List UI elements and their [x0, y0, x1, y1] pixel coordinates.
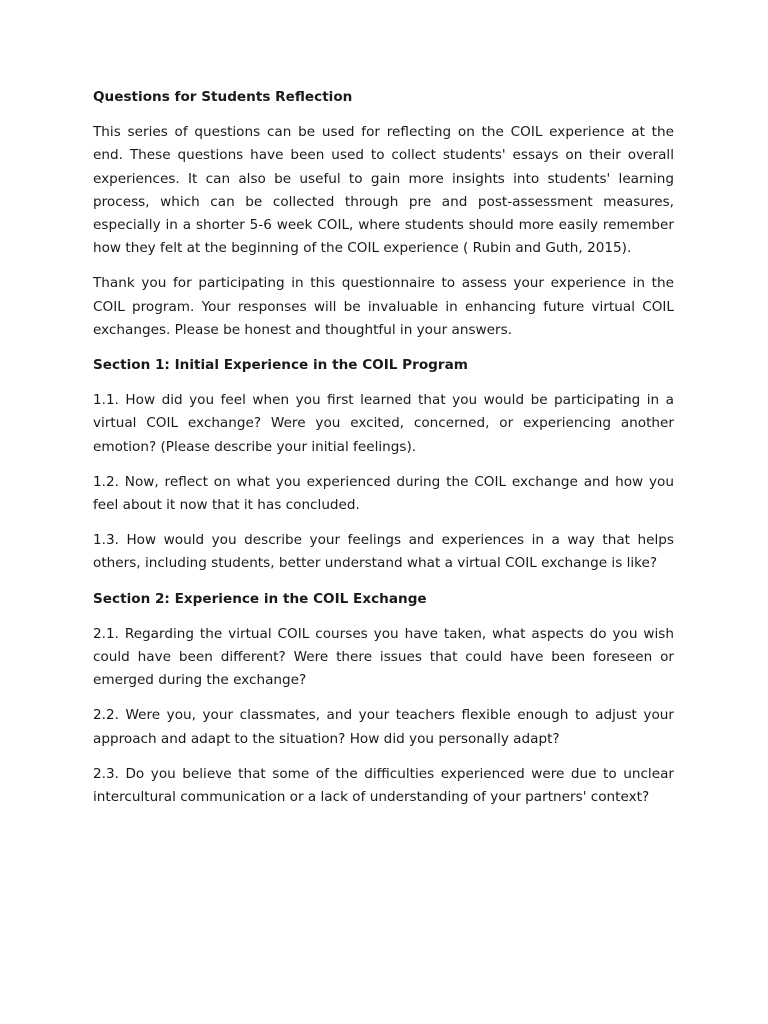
thank-you-paragraph: Thank you for participating in this questionnaire to assess your experience in the COIL program. Your responses will be invaluable in enhancing future virtual COIL exchanges. Please be honest and thoughtful in your answers.	[93, 275, 674, 338]
question-2-3: 2.3. Do you believe that some of the difficulties experienced were due to unclear intercultural communication or a lack of understanding of your partners' context?	[93, 765, 674, 806]
question-1-2: 1.2. Now, reflect on what you experienced during the COIL exchange and how you feel about it now that it has concluded.	[93, 473, 674, 514]
question-2-2: 2.2. Were you, your classmates, and your teachers flexible enough to adjust your approach and adapt to the situation? How did you personally adapt?	[93, 707, 674, 747]
document-title: Questions for Students Reflection	[93, 89, 353, 105]
document-content	[93, 86, 674, 821]
question-2-1: 2.1. Regarding the virtual COIL courses you have taken, what aspects do you wish could have been different? Were there issues that could have been foreseen or emerged during the exchange?	[93, 625, 674, 689]
question-1-1: 1.1. How did you feel when you first learned that you would be participating in a virtual COIL exchange? Were you excited, concerned, or experiencing another emotion? (Please describe your initial feelings).	[93, 392, 674, 455]
section-1-heading: Section 1: Initial Experience in the COIL Program	[93, 357, 468, 374]
section-2-heading: Section 2: Experience in the COIL Exchange	[93, 590, 427, 607]
intro-paragraph: This series of questions can be used for reflecting on the COIL experience at the end. These questions have been used to collect students' essays on their overall experiences. It can also be useful to gain more insights into students' learning process, which can be collected through pre and post-assessment measures, especially in a shorter 5-6 week COIL, where students should more easily remember how they felt at the beginning of the COIL experience ( Rubin and Guth, 2015).	[93, 124, 674, 257]
question-1-3: 1.3. How would you describe your feelings and experiences in a way that helps others, including students, better understand what a virtual COIL exchange is like?	[93, 532, 674, 572]
